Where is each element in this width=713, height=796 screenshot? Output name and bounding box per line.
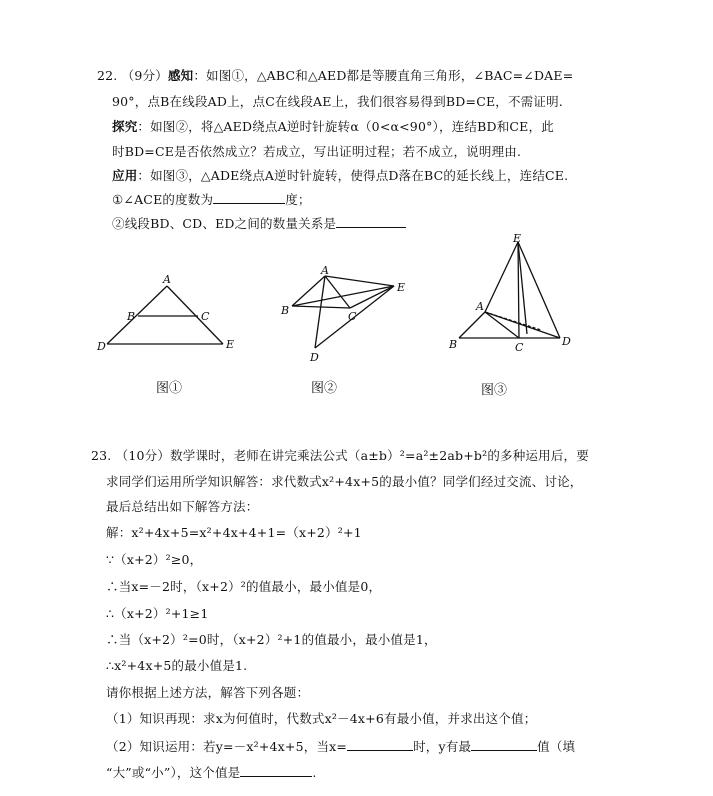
q23-part-3 [106, 763, 317, 781]
q23-part-3-end: . [312, 765, 317, 780]
fig2-label-c: C [348, 310, 357, 323]
q22-line-3 [112, 117, 554, 135]
q22-sub-1-unit: 度； [285, 192, 311, 207]
fig2-side-ab [292, 276, 325, 306]
q22-line-5 [112, 166, 568, 184]
fig3-label-a: A [476, 300, 484, 313]
q22-apply-label: 应用 [112, 168, 138, 183]
q23-solution-2: ∵（x+2）²≥0， [106, 552, 203, 567]
fig2-segment-ce [350, 286, 394, 308]
fig2-side-ad [315, 276, 325, 348]
answer-blank-angle[interactable] [213, 191, 285, 204]
fig3-label-b: B [449, 338, 458, 351]
fig2-side-ac [325, 276, 350, 308]
fig1-label-e: E [226, 338, 235, 351]
fig2-label-d: D [310, 351, 319, 362]
fig2-label-e: E [397, 281, 406, 294]
q23-solution-3: ∴当x=－2时，（x+2）²的值最小，最小值是0， [106, 579, 382, 594]
fig1-label-d: D [97, 340, 106, 353]
fig3-side-ae [485, 242, 518, 312]
caption-figure-1: 图① [156, 381, 183, 396]
q22-sub-1-prompt: ①∠ACE的度数为 [112, 192, 214, 207]
q22-text-3: ：如图②，将△AED绕点A逆时针旋转α（0<α<90°），连结BD和CE，此 [137, 119, 554, 134]
q23-part-2-tail: 值（填 [537, 739, 576, 754]
q23-text-1: （10分）数学课时，老师在讲完乘法公式（a±b）²=a²±2ab+b²的多种运用后，要 [115, 448, 589, 463]
fig1-label-a: A [163, 273, 171, 286]
q23-solution-1: 解：x²+4x+5=x²+4x+4+1=（x+2）²+1 [106, 525, 362, 540]
answer-blank-x[interactable] [347, 738, 413, 751]
fig1-label-c: C [201, 310, 210, 323]
answer-blank-value[interactable] [240, 764, 312, 777]
caption-figure-3: 图③ [481, 383, 508, 398]
q22-score: （9分） [121, 68, 168, 83]
q22-explore-label: 探究 [112, 119, 138, 134]
q22-text-1: ：如图①，△ABC和△AED都是等腰直角三角形，∠BAC=∠DAE= [193, 68, 574, 83]
fig1-side-ad [107, 286, 167, 344]
q22-line-1 [97, 66, 573, 84]
q22-line-4: 时BD=CE是否依然成立？若成立，写出证明过程；若不成立，说明理由. [112, 144, 522, 159]
q23-part-2 [106, 737, 575, 755]
fig2-side-ae [325, 276, 394, 286]
q23-line-1 [91, 446, 589, 464]
fig2-label-b: B [281, 304, 290, 317]
q22-sub-2 [112, 214, 406, 232]
q23-number: 23. [91, 448, 112, 463]
q23-part-3-prompt: “大”或“小”），这个值是 [106, 765, 241, 780]
q22-intro-label: 感知 [167, 68, 194, 83]
fig3-side-de [518, 242, 560, 338]
answer-blank-extreme[interactable] [471, 738, 537, 751]
q22-sub-2-prompt: ②线段BD、CD、ED之间的数量关系是 [112, 216, 337, 231]
q22-sub-1 [112, 190, 311, 208]
fig2-segment-be [292, 286, 394, 306]
fig3-label-d: D [562, 335, 571, 348]
figure-1 [95, 270, 245, 360]
fig2-label-a: A [321, 264, 329, 277]
fig3-label-c: C [515, 341, 524, 354]
fig1-label-b: B [127, 310, 136, 323]
figure-2 [278, 262, 413, 362]
q23-part-2-prompt: （2）知识运用：若y=－x²+4x+5，当x= [106, 739, 348, 754]
fig3-label-e: E [513, 232, 522, 245]
fig1-side-ae [167, 286, 223, 344]
q22-text-5: ：如图③，△ADE绕点A逆时针旋转，使得点D落在BC的延长线上，连结CE. [137, 168, 569, 183]
q23-solution-6: ∴x²+4x+5的最小值是1. [106, 658, 248, 673]
q23-instruction: 请你根据上述方法，解答下列各题： [106, 685, 310, 700]
fig3-side-ab [459, 312, 485, 338]
q23-part-1: （1）知识再现：求x为何值时，代数式x²－4x+6有最小值，并求出这个值； [106, 711, 537, 726]
q23-line-3: 最后总结出如下解答方法： [106, 499, 259, 514]
figure-3 [445, 230, 585, 360]
answer-blank-relation[interactable] [336, 215, 406, 228]
q23-part-2-middle: 时，y有最 [413, 739, 472, 754]
q23-line-2: 求同学们运用所学知识解答：求代数式x²+4x+5的最小值？同学们经过交流、讨论， [106, 474, 583, 489]
caption-figure-2: 图② [311, 381, 338, 396]
fig3-side-ac [485, 312, 519, 338]
q23-solution-4: ∴（x+2）²+1≥1 [106, 606, 209, 621]
q22-line-2: 90°，点B在线段AD上，点C在线段AE上，我们很容易得到BD=CE，不需证明. [112, 94, 563, 109]
q22-number: 22. [97, 68, 118, 83]
q23-solution-5: ∴当（x+2）²=0时，（x+2）²+1的值最小，最小值是1， [106, 632, 437, 647]
